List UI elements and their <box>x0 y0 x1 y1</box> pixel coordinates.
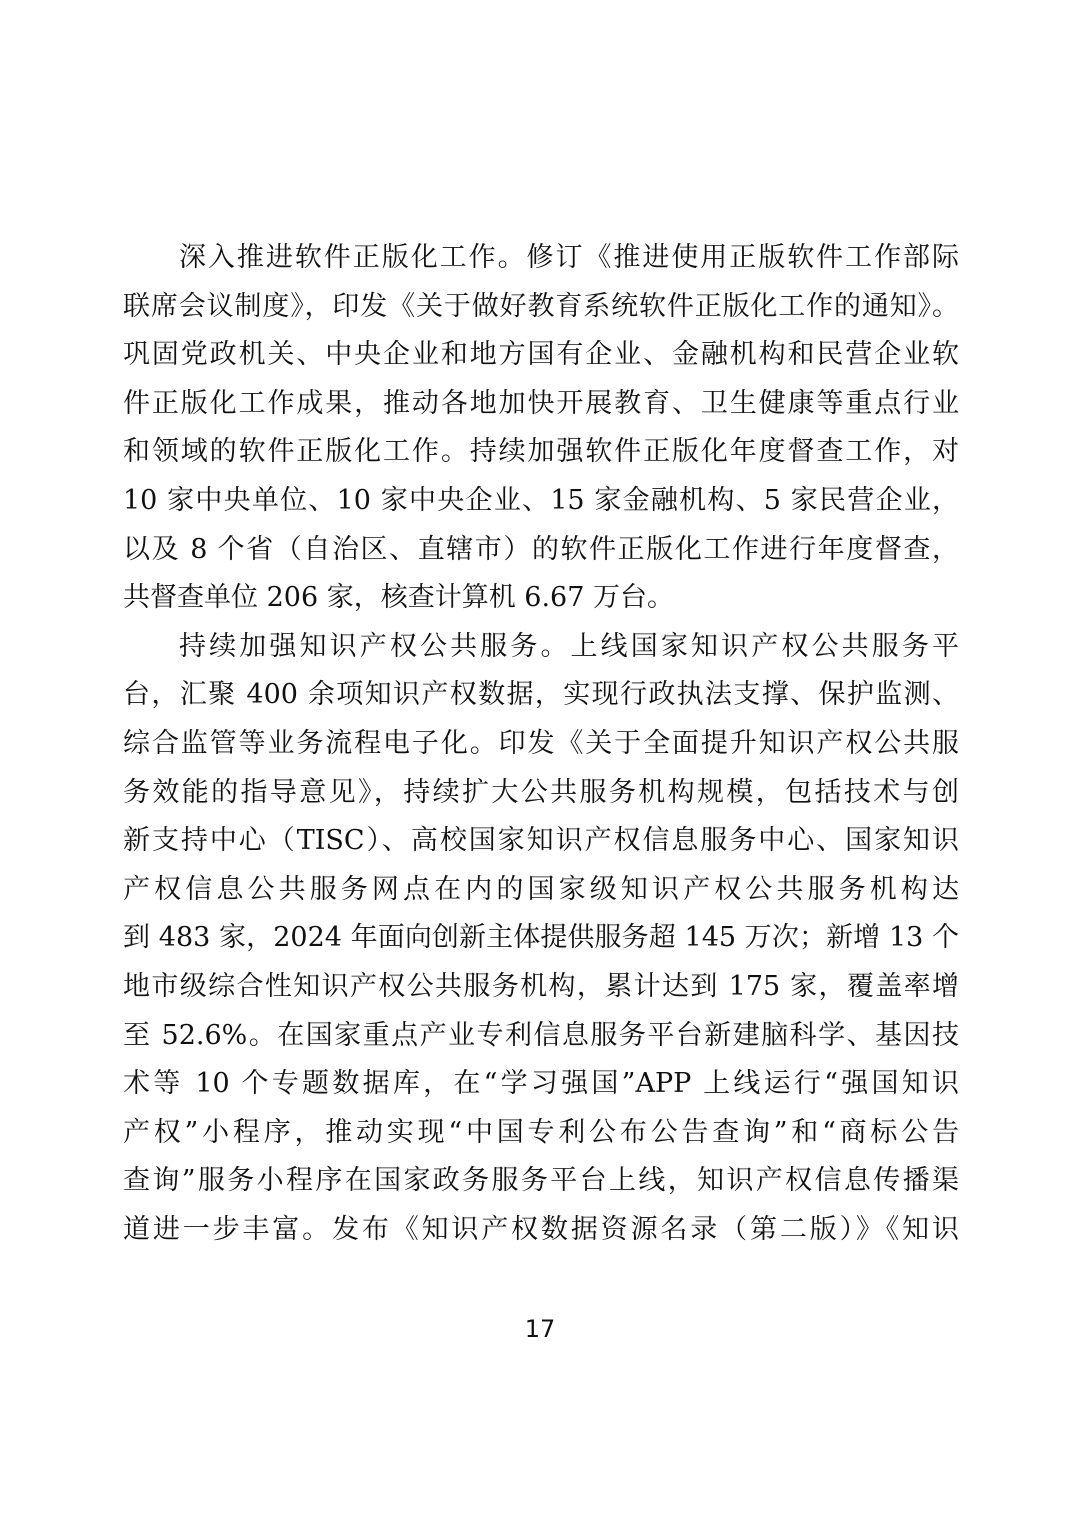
body-text <box>123 234 959 1254</box>
text-line: 综合监管等业务流程电子化。印发《关于全面提升知识产权公共服 <box>123 727 959 759</box>
text-line: 到 483 家，2024 年面向创新主体提供服务超 145 万次；新增 13 个 <box>123 922 959 954</box>
text-line: 地市级综合性知识产权公共服务机构，累计达到 175 家，覆盖率增 <box>123 970 959 1002</box>
text-line: 共督查单位 206 家，核查计算机 6.67 万台。 <box>123 582 674 614</box>
text-line: 联席会议制度》，印发《关于做好教育系统软件正版化工作的通知》。 <box>123 290 959 322</box>
text-line: 深入推进软件正版化工作。修订《推进使用正版软件工作部际 <box>179 242 959 273</box>
page-number: 17 <box>524 1315 556 1343</box>
text-line: 台，汇聚 400 余项知识产权数据，实现行政执法支撑、保护监测、 <box>123 679 959 711</box>
text-line: 以及 8 个省（自治区、直辖市）的软件正版化工作进行年度督查， <box>123 533 959 565</box>
text-line: 至 52.6%。在国家重点产业专利信息服务平台新建脑科学、基因技 <box>123 1019 959 1051</box>
text-line: 务效能的指导意见》，持续扩大公共服务机构规模，包括技术与创 <box>123 776 959 808</box>
text-line: 持续加强知识产权公共服务。上线国家知识产权公共服务平 <box>179 630 959 662</box>
text-line: 件正版化工作成果，推动各地加快开展教育、卫生健康等重点行业 <box>123 387 959 419</box>
text-line: 10 家中央单位、10 家中央企业、15 家金融机构、5 家民营企业， <box>123 484 959 516</box>
text-line: 道进一步丰富。发布《知识产权数据资源名录（第二版）》《知识 <box>123 1213 959 1245</box>
text-line: 新支持中心（TISC）、高校国家知识产权信息服务中心、国家知识 <box>123 825 959 857</box>
text-line: 术等 10 个专题数据库，在“学习强国”APP 上线运行“强国知识 <box>123 1068 959 1100</box>
text-line: 产权信息公共服务网点在内的国家级知识产权公共服务机构达 <box>123 873 959 905</box>
text-line: 和领域的软件正版化工作。持续加强软件正版化年度督查工作，对 <box>123 436 959 468</box>
text-line: 产权”小程序，推动实现“中国专利公布公告查询”和“商标公告 <box>123 1116 959 1148</box>
paragraph-software-licensing <box>123 234 959 623</box>
text-line: 查询”服务小程序在国家政务服务平台上线，知识产权信息传播渠 <box>123 1165 959 1197</box>
paragraph-ip-public-service <box>123 623 959 1255</box>
text-line: 巩固党政机关、中央企业和地方国有企业、金融机构和民营企业软 <box>123 339 959 371</box>
